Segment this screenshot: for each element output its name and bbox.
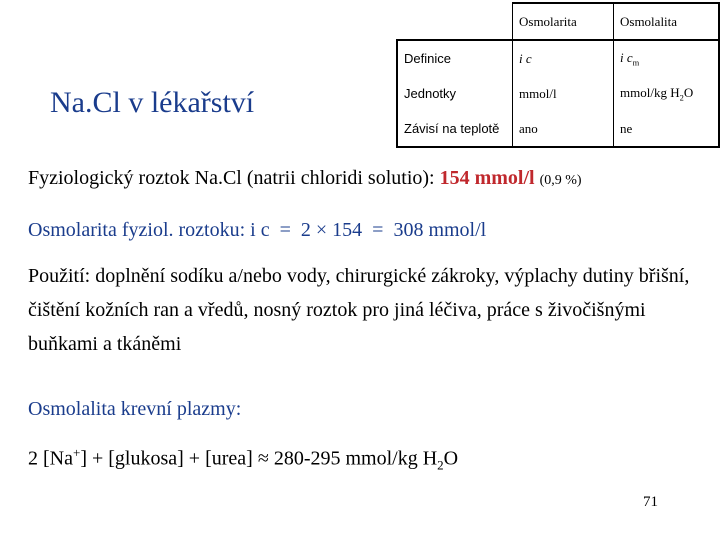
cell-osmolarity-definition: i c [513, 40, 614, 76]
slide-title: Na.Cl v lékařství [50, 86, 255, 119]
table-header-osmolality: Osmolalita [614, 3, 720, 40]
cell-osmolality-temperature: ne [614, 111, 720, 147]
plasma-heading: Osmolalita krevní plazmy: [28, 398, 242, 420]
cell-osmolality-definition: i $c_m$ [614, 40, 720, 76]
row-label-temperature: Závisí na teplotě [397, 111, 513, 147]
table-header-empty [397, 3, 513, 40]
table-header-row [397, 3, 719, 40]
table-row [397, 111, 719, 147]
physiological-note: (0,9 %) [539, 173, 582, 188]
osmolarity-label: Osmolarita fyziol. roztoku: [28, 219, 246, 241]
cell-osmolarity-temperature: ano [513, 111, 614, 147]
comparison-table [396, 2, 720, 148]
table-header-osmolarity: Osmolarita [513, 3, 614, 40]
page-number: 71 [643, 494, 658, 510]
table-row [397, 40, 719, 76]
plasma-formula: 2 [Na+] + [glukosa] + [urea] ≈ 280-295 mmol/kg $H_2O$ [28, 445, 459, 473]
usage-paragraph: Použití: doplnění sodíku a/nebo vody, chirurgické zákroky, výplachy dutiny břišní, čištění kožních ran a vředů, nosný roztok pro jiná léčiva, práce s živočišnými buňkami a tkáněmi [28, 265, 690, 355]
row-label-definition: Definice [397, 40, 513, 76]
physiological-value: 154 mmol/l [439, 167, 535, 189]
osmolarity-line [28, 219, 486, 242]
row-label-units: Jednotky [397, 76, 513, 111]
approx-symbol: ≈ [257, 447, 269, 470]
cell-osmolarity-units: mmol/l [513, 76, 614, 111]
physiological-text: Fyziologický roztok Na.Cl (natrii chloridi solutio): [28, 167, 440, 189]
physiological-solution-line [28, 167, 582, 190]
cell-osmolality-units: mmol/kg $H_2O$ [614, 76, 720, 111]
osmolarity-formula: i c = 2 × 154 = 308 mmol/l [250, 219, 487, 241]
table-row [397, 76, 719, 111]
